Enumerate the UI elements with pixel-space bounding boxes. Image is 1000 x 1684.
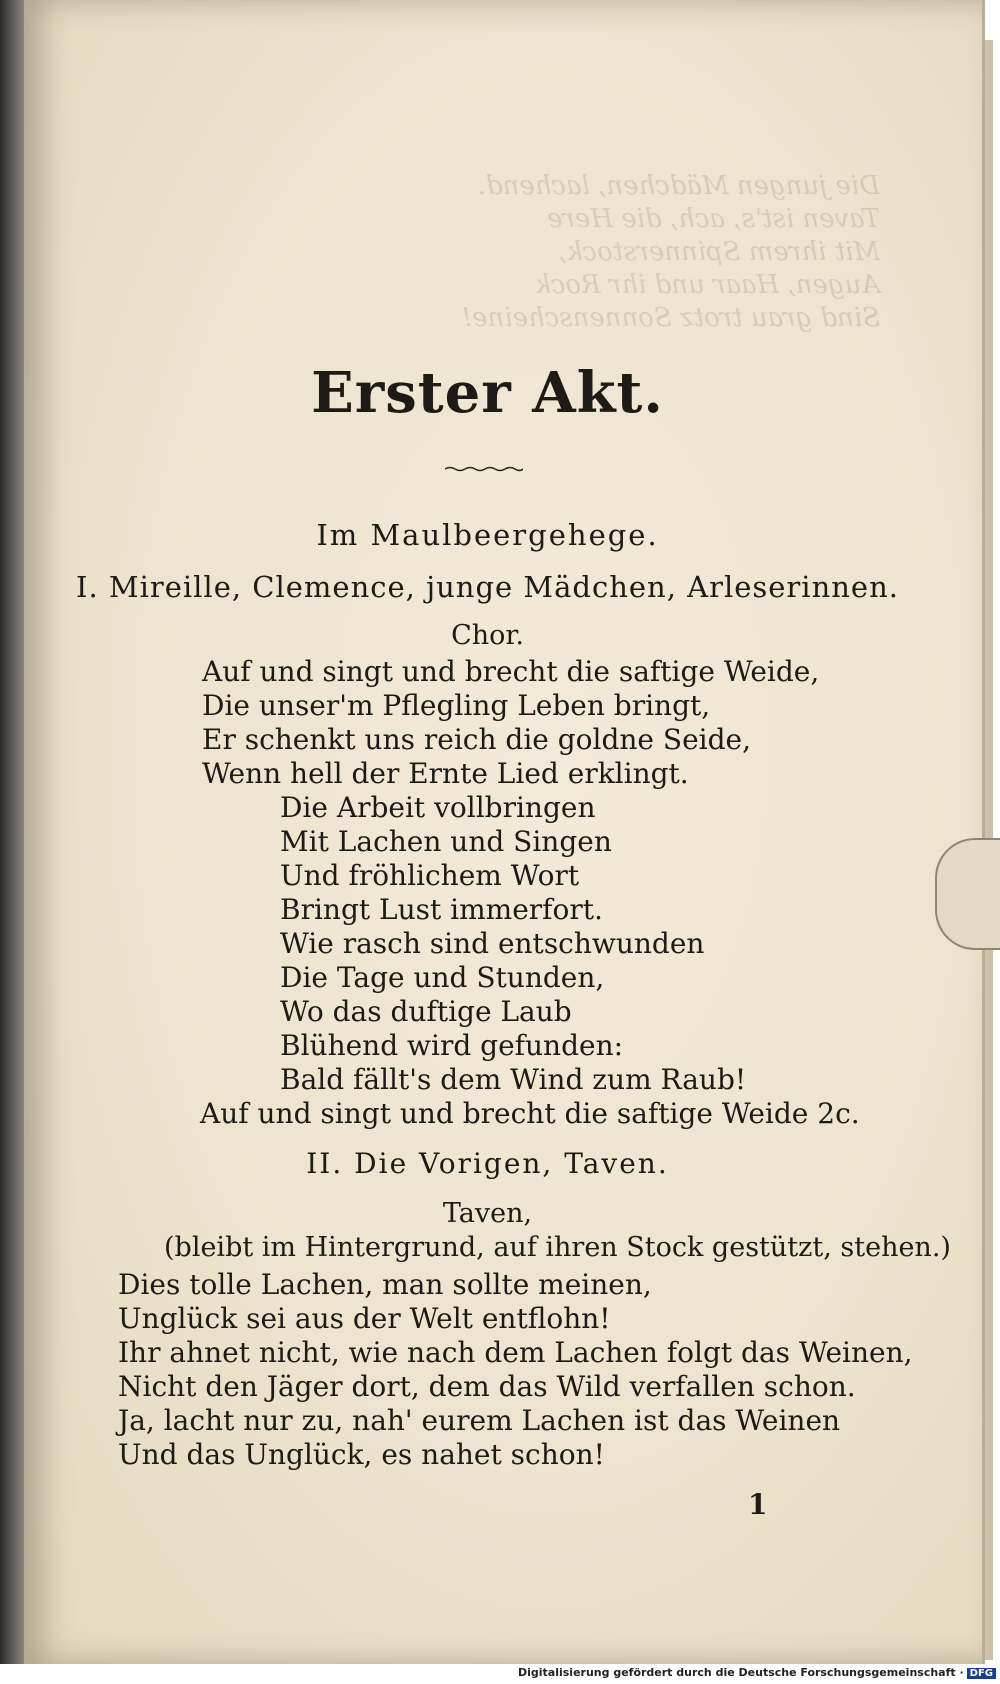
verse-line: Nicht den Jäger dort, dem das Wild verfallen schon. (118, 1370, 856, 1403)
verse-line: Bald fällt's dem Wind zum Raub! (280, 1063, 747, 1096)
verse-line: Blühend wird gefunden: (280, 1029, 624, 1062)
credit-text: Digitalisierung gefördert durch die Deutsche Forschungsgemeinschaft · (517, 1666, 964, 1679)
speaker-taven: Taven, (442, 1198, 533, 1229)
speaker-chorus: Chor. (451, 620, 524, 651)
verse-line: Bringt Lust immerfort. (280, 893, 603, 926)
verse-line: Die Tage und Stunden, (280, 961, 605, 994)
verse-line: Und fröhlichem Wort (280, 859, 580, 892)
dfg-logo: DFG (967, 1668, 996, 1679)
verse-line: Die unser'm Pflegling Leben bringt, (202, 689, 711, 722)
cast-list-2: II. Die Vorigen, Taven. (306, 1147, 669, 1180)
verse-line: Ja, lacht nur zu, nah' eurem Lachen ist das Weinen (118, 1404, 841, 1437)
verse-line: Mit Lachen und Singen (280, 825, 612, 858)
page-number: 1 (748, 1488, 768, 1521)
stage-direction: (bleibt im Hintergrund, auf ihren Stock gestützt, stehen.) (164, 1232, 951, 1263)
verse-line: Dies tolle Lachen, man sollte meinen, (118, 1268, 652, 1301)
verse-line: Wo das duftige Laub (280, 995, 572, 1028)
verse-line: Unglück sei aus der Welt entflohn! (118, 1302, 611, 1335)
verse-line: Er schenkt uns reich die goldne Seide, (202, 723, 752, 756)
ornamental-rule (445, 466, 523, 472)
page-tab (935, 838, 1000, 950)
verse-line: Die Arbeit vollbringen (280, 791, 596, 824)
scene-heading: Im Maulbeergehege. (316, 518, 659, 552)
digitization-credit (518, 1666, 996, 1679)
verse-line: Auf und singt und brecht die saftige Weide, (202, 655, 820, 688)
verse-line: Ihr ahnet nicht, wie nach dem Lachen folgt das Weinen, (118, 1336, 913, 1369)
verse-line: Wenn hell der Ernte Lied erklingt. (202, 757, 689, 790)
verse-line: Wie rasch sind entschwunden (280, 927, 705, 960)
act-title: Erster Akt. (311, 360, 664, 426)
verse-line: Und das Unglück, es nahet schon! (118, 1438, 605, 1471)
cast-list-1: I. Mireille, Clemence, junge Mädchen, Arleserinnen. (76, 570, 899, 604)
verse-line: Auf und singt und brecht die saftige Weide 2c. (200, 1097, 860, 1130)
